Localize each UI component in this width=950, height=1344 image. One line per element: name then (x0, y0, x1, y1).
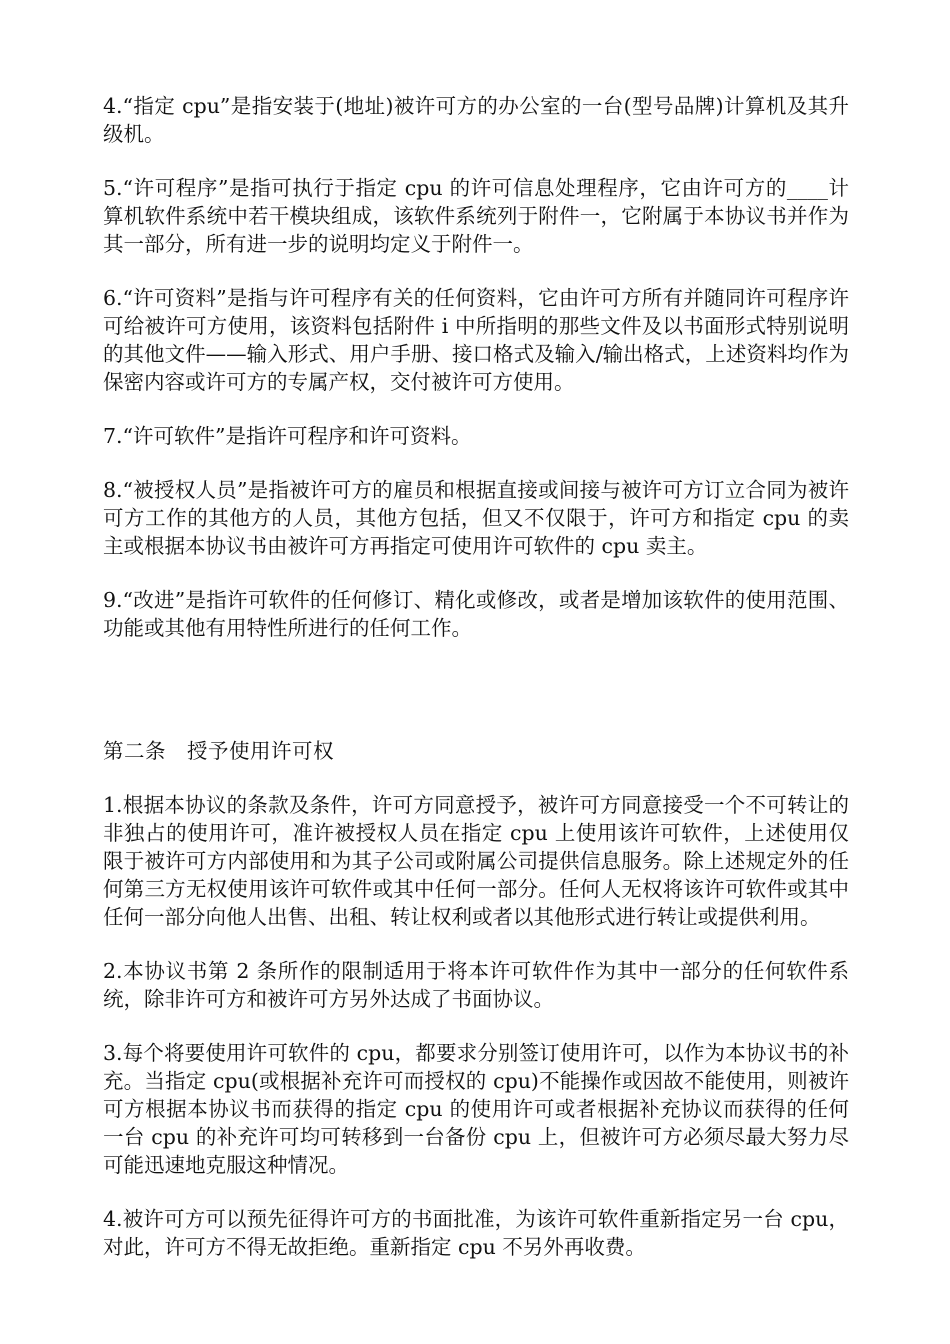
definition-6: 6.“许可资料”是指与许可程序有关的任何资料，它由许可方所有并随同许可程序许可给被许可方使用，该资料包括附件 i 中所指明的那些文件及以书面形式特别说明的其他文件——输入形式、用户手册、接口格式及输入/输出格式，上述资料均作为保密内容或许可方的专属产权，交付被许可方使用。 (103, 286, 849, 394)
definition-8: 8.“被授权人员”是指被许可方的雇员和根据直接或间接与被许可方订立合同为被许可方工作的其他方的人员，其他方包括，但又不仅限于，许可方和指定 cpu 的卖主或根据本协议书由被许可方再指定可使用许可软件的 cpu 卖主。 (103, 478, 849, 558)
section2-clause-4: 4.被许可方可以预先征得许可方的书面批准，为该许可软件重新指定另一台 cpu，对此，许可方不得无故拒绝。重新指定 cpu 不另外再收费。 (103, 1207, 849, 1259)
section-heading: 第二条 授予使用许可权 (103, 739, 334, 763)
definition-7: 7.“许可软件”是指许可程序和许可资料。 (103, 424, 472, 448)
definition-9: 9.“改进”是指许可软件的任何修订、精化或修改，或者是增加该软件的使用范围、功能或其他有用特性所进行的任何工作。 (103, 588, 849, 640)
section2-clause-2: 2.本协议书第 2 条所作的限制适用于将本许可软件作为其中一部分的任何软件系统，除非许可方和被许可方另外达成了书面协议。 (103, 959, 849, 1011)
definition-5: 5.“许可程序”是指可执行于指定 cpu 的许可信息处理程序，它由许可方的____计算机软件系统中若干模块组成，该软件系统列于附件一，它附属于本协议书并作为其一部分，所有进一步的说明均定义于附件一。 (103, 176, 849, 256)
definition-4: 4.“指定 cpu”是指安装于(地址)被许可方的办公室的一台(型号品牌)计算机及其升级机。 (103, 94, 849, 146)
section2-clause-1: 1.根据本协议的条款及条件，许可方同意授予，被许可方同意接受一个不可转让的非独占的使用许可，准许被授权人员在指定 cpu 上使用该许可软件，上述使用仅限于被许可方内部使用和为其子公司或附属公司提供信息服务。除上述规定外的任何第三方无权使用该许可软件或其中任何一部分。任何人无权将该许可软件或其中任何一部分向他人出售、出租、转让权利或者以其他形式进行转让或提供利用。 (103, 793, 849, 929)
section2-clause-3: 3.每个将要使用许可软件的 cpu，都要求分别签订使用许可，以作为本协议书的补充。当指定 cpu(或根据补充许可而授权的 cpu)不能操作或因故不能使用，则被许可方根据本协议书而获得的指定 cpu 的使用许可或者根据补充协议而获得的任何一台 cpu 的补充许可均可转移到一台备份 cpu 上，但被许可方必须尽最大努力尽可能迅速地克服这种情况。 (103, 1041, 849, 1177)
document-page (103, 92, 849, 1287)
